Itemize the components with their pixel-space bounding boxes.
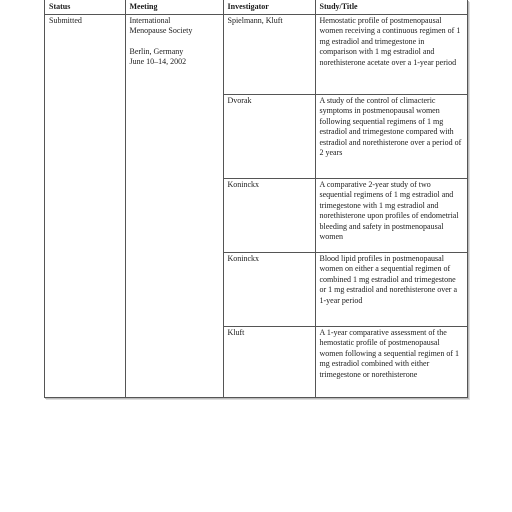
- header-meeting: Meeting: [125, 0, 223, 14]
- study-title-cell: Blood lipid profiles in postmenopausal women on either a sequential regimen of combined 1 mg estradiol and trimegestone or 1 mg estradiol and norethisterone over a 1-year period: [315, 252, 467, 326]
- investigator-cell: Koninckx: [223, 252, 315, 326]
- study-title-cell: Hemostatic profile of postmenopausal women receiving a continuous regimen of 1 mg estradiol and trimegestone in comparison with 1 mg estradiol and norethisterone acetate over a 1-year period: [315, 14, 467, 94]
- header-investigator: Investigator: [223, 0, 315, 14]
- meeting-cell: [125, 14, 223, 397]
- status-cell: Submitted: [45, 14, 125, 397]
- study-title-cell: A study of the control of climacteric symptoms in postmenopausal women following sequential regimens of 1 mg estradiol and trimegestone compared with estradiol and norethisterone over a period of 2 years: [315, 94, 467, 178]
- meeting-org-line2: Menopause Society: [129, 26, 193, 35]
- study-title-cell: A 1-year comparative assessment of the hemostatic profile of postmenopausal women following a sequential regimen of 1 mg estradiol combined with either trimegestone or norethisterone: [319, 327, 460, 379]
- investigator-cell: Koninckx: [223, 178, 315, 252]
- meeting-location: Berlin, Germany: [129, 46, 184, 56]
- study-title-cell: A comparative 2-year study of two sequential regimens of 1 mg estradiol and trimegestone with 1 mg estradiol and norethisterone upon profiles of endometrial bleeding and safety in postmenopausal women: [315, 178, 467, 252]
- table-row: [45, 14, 467, 94]
- meeting-org-line1: International: [129, 15, 171, 25]
- header-study-title: Study/Title: [315, 0, 467, 14]
- header-row: [45, 0, 467, 14]
- investigator-cell: Dvorak: [223, 94, 315, 178]
- investigator-cell: Spielmann, Kluft: [223, 14, 315, 94]
- header-status: Status: [45, 0, 125, 14]
- studies-table: [45, 0, 467, 397]
- studies-table-container: [44, 0, 468, 398]
- investigator-cell: Kluft: [223, 326, 315, 397]
- meeting-dates: June 10–14, 2002: [129, 57, 187, 66]
